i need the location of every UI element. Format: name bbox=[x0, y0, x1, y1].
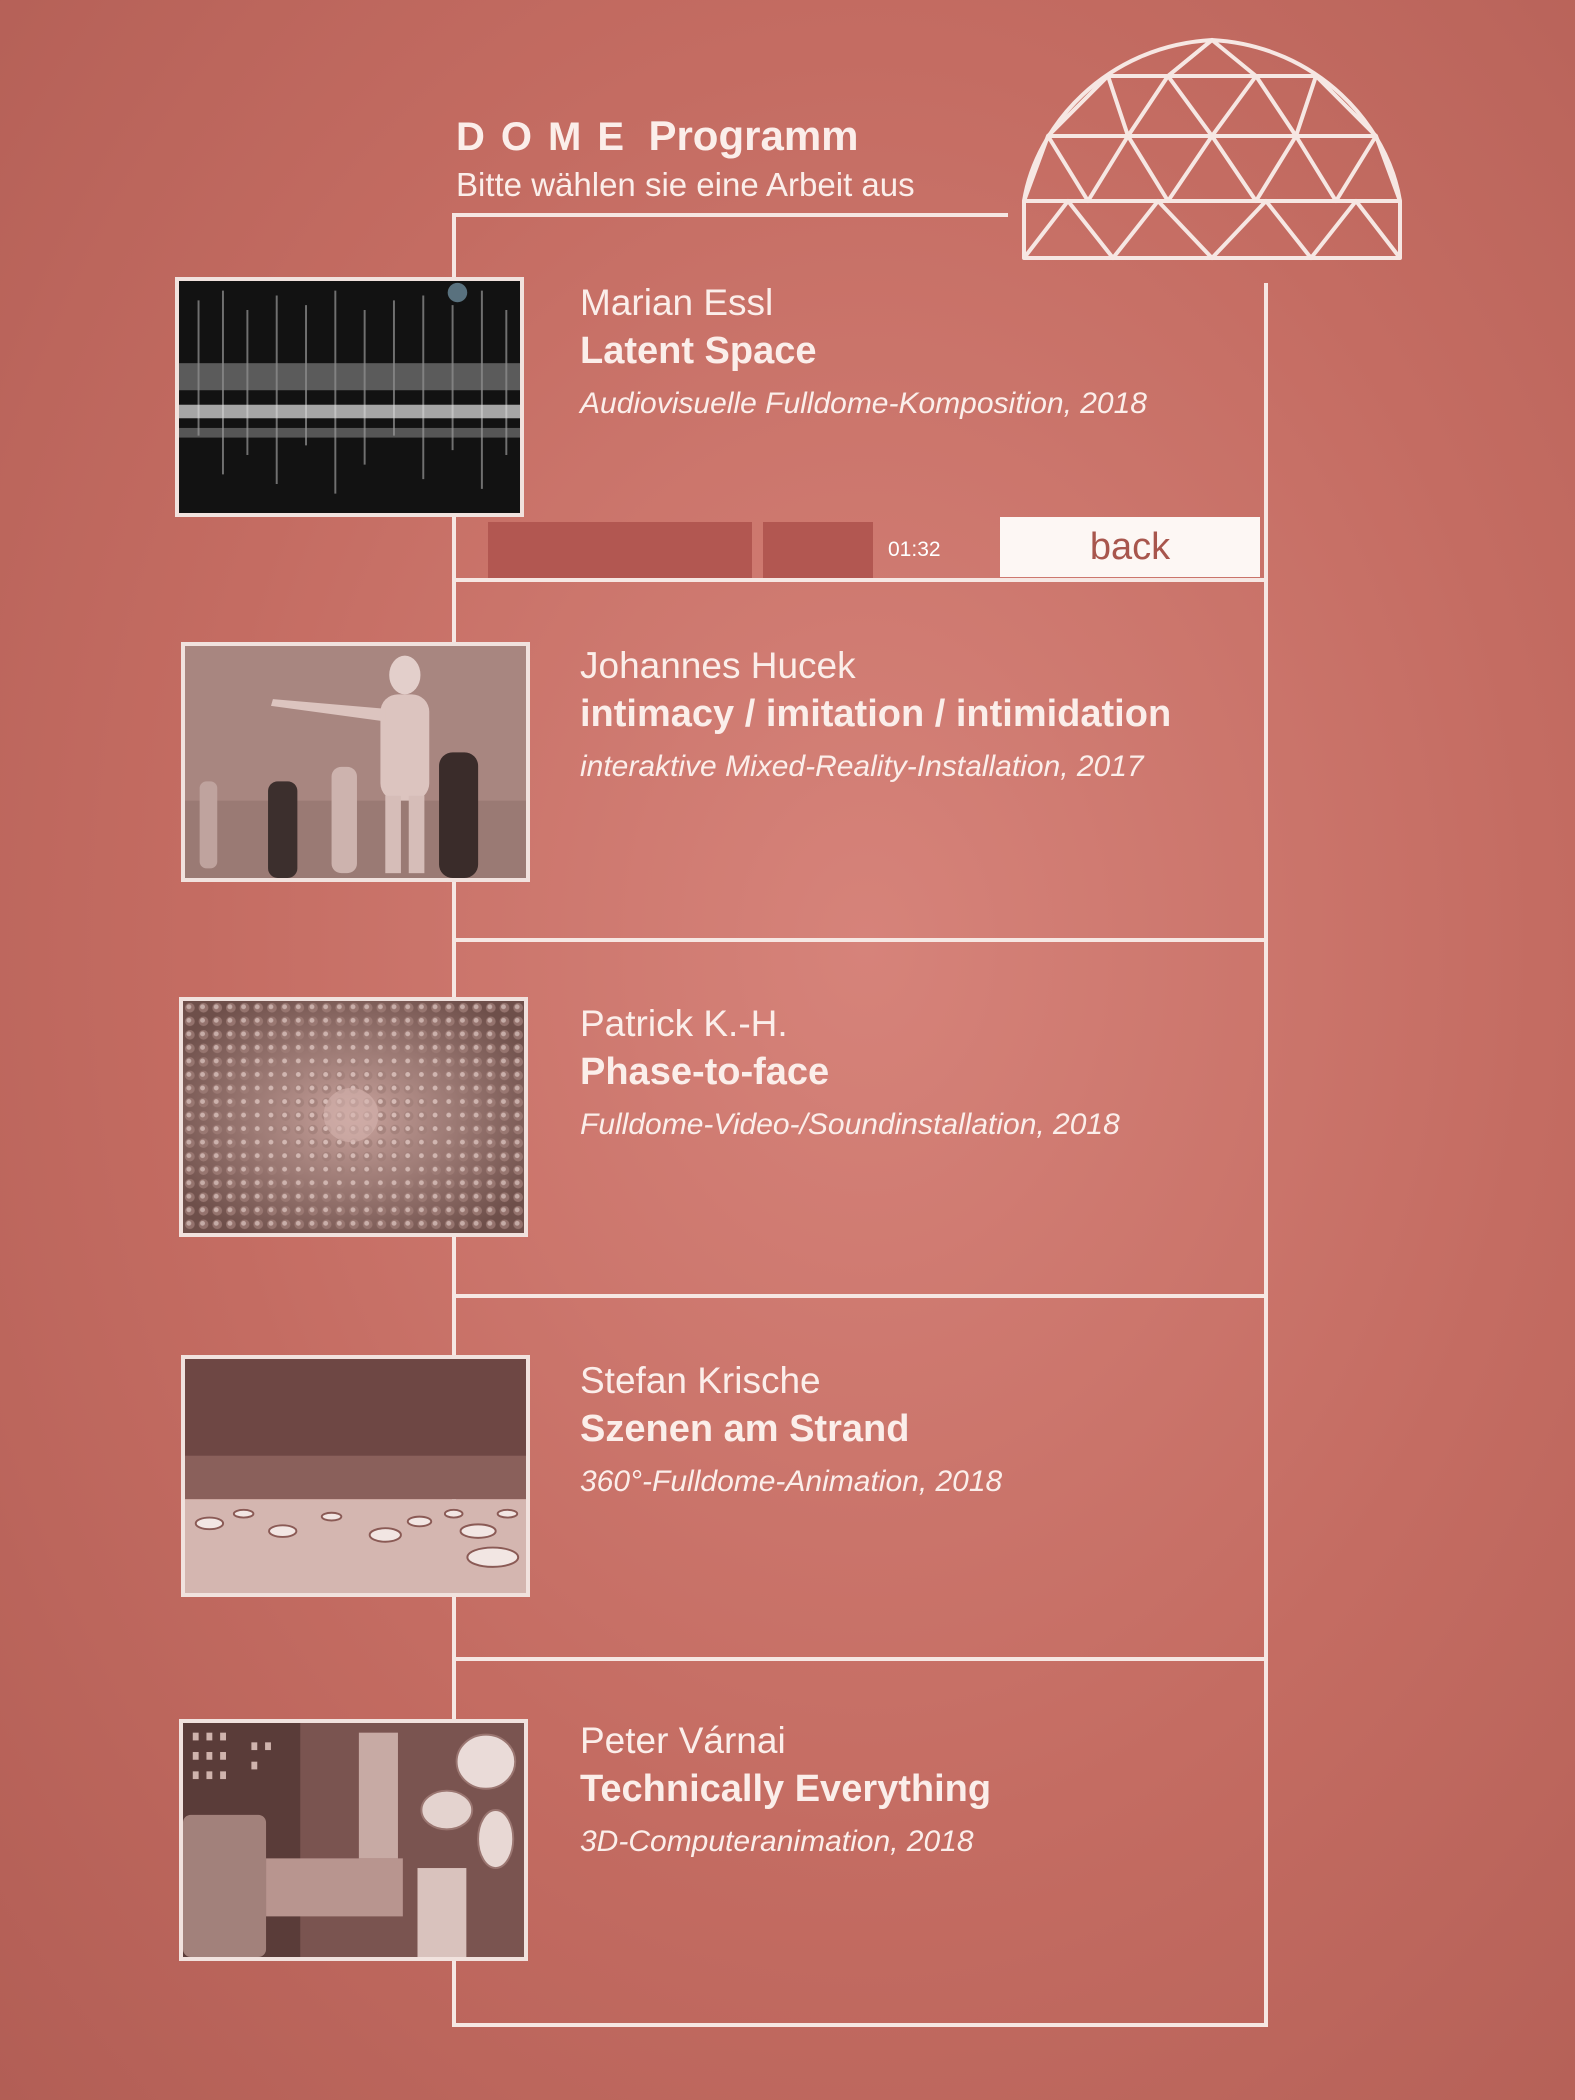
page-subtitle: Bitte wählen sie eine Arbeit aus bbox=[456, 166, 915, 203]
thumbnail-technically-everything[interactable] bbox=[179, 1719, 528, 1961]
header-underline bbox=[452, 213, 1008, 217]
divider-2 bbox=[452, 938, 1268, 942]
work-title: Latent Space bbox=[580, 330, 817, 372]
progress-bar-played bbox=[488, 522, 752, 578]
programm-title-word: Programm bbox=[648, 112, 859, 159]
spiral-pattern-image bbox=[183, 1001, 524, 1233]
work-description: 3D-Computeranimation, 2018 bbox=[580, 1825, 974, 1858]
thumbnail-szenen-am-strand[interactable] bbox=[181, 1355, 530, 1597]
artist-name: Stefan Krische bbox=[580, 1360, 821, 1401]
entry-technically-everything[interactable] bbox=[580, 1720, 1280, 1859]
artist-name: Johannes Hucek bbox=[580, 645, 856, 686]
back-button[interactable]: back bbox=[1000, 517, 1260, 577]
artist-name: Marian Essl bbox=[580, 282, 774, 323]
thumbnail-intimacy[interactable] bbox=[181, 642, 530, 882]
work-description: Fulldome-Video-/Soundinstallation, 2018 bbox=[580, 1108, 1120, 1141]
work-description: 360°-Fulldome-Animation, 2018 bbox=[580, 1465, 1003, 1498]
thumbnail-phase-to-face[interactable] bbox=[179, 997, 528, 1237]
artist-name: Peter Várnai bbox=[580, 1720, 786, 1761]
progress-bar-remaining bbox=[763, 522, 873, 578]
divider-4 bbox=[452, 1657, 1268, 1661]
work-description: Audiovisuelle Fulldome-Komposition, 2018 bbox=[580, 387, 1147, 420]
frame-bottom-line bbox=[452, 2023, 1268, 2027]
entry-szenen-am-strand[interactable] bbox=[580, 1360, 1280, 1499]
entry-latent-space[interactable] bbox=[580, 282, 1280, 421]
divider-1 bbox=[452, 578, 1268, 582]
thumbnail-latent-space[interactable] bbox=[175, 277, 524, 517]
dome-logo-icon bbox=[1018, 36, 1406, 264]
work-title: intimacy / imitation / intimidation bbox=[580, 693, 1172, 735]
work-title: Szenen am Strand bbox=[580, 1408, 910, 1450]
work-title: Phase-to-face bbox=[580, 1051, 830, 1093]
abstract-lines-image bbox=[179, 281, 520, 513]
artist-name: Patrick K.-H. bbox=[580, 1003, 788, 1044]
dome-title-word: DOME bbox=[456, 115, 640, 159]
page-title bbox=[456, 112, 859, 160]
work-description: interaktive Mixed-Reality-Installation, 2017 bbox=[580, 750, 1144, 783]
entry-intimacy[interactable] bbox=[580, 645, 1280, 784]
work-title: Technically Everything bbox=[580, 1768, 992, 1810]
time-readout: 01:32 bbox=[888, 538, 941, 561]
divider-3 bbox=[452, 1294, 1268, 1298]
entry-phase-to-face[interactable] bbox=[580, 1003, 1280, 1142]
beach-scene-image bbox=[185, 1359, 526, 1593]
figures-image bbox=[185, 646, 526, 878]
city-machinery-image bbox=[183, 1723, 524, 1957]
